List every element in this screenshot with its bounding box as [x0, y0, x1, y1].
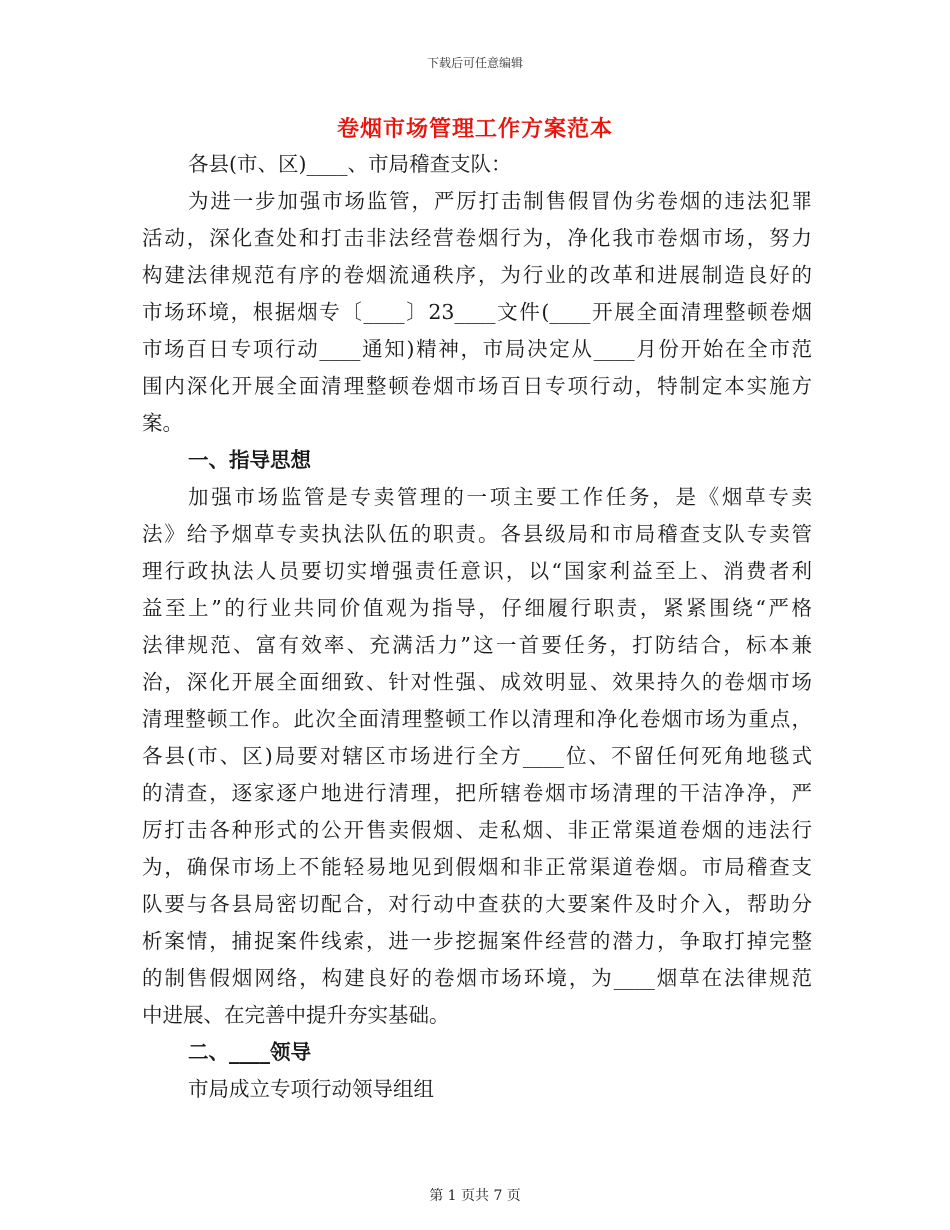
- body-line: 为，确保市场上不能轻易地见到假烟和非正常渠道卷烟。市局稽查支: [142, 855, 812, 879]
- body-line: 为进一步加强市场监管，严厉打击制售假冒伪劣卷烟的违法犯罪: [188, 189, 812, 213]
- body-line: 法》给予烟草专卖执法队伍的职责。各县级局和市局稽查支队专卖管: [142, 522, 812, 546]
- body-line: 益至上”的行业共同价值观为指导，仔细履行职责，紧紧围绕“严格: [142, 596, 812, 620]
- body-line: 市局成立专项行动领导组组: [188, 1077, 434, 1101]
- header-note: 下载后可任意编辑: [426, 56, 523, 70]
- page-number: 第 1 页共 7 页: [429, 1188, 521, 1204]
- body-line: 构建法律规范有序的卷烟流通秩序，为行业的改革和进展制造良好的: [142, 263, 812, 287]
- body-line: 治，深化开展全面细致、针对性强、成效明显、效果持久的卷烟市场: [142, 670, 812, 694]
- body-line: 加强市场监管是专卖管理的一项主要工作任务，是《烟草专卖: [188, 485, 812, 509]
- body-line: 厉打击各种形式的公开售卖假烟、走私烟、非正常渠道卷烟的违法行: [142, 818, 812, 842]
- body-line: 中进展、在完善中提升夯实基础。: [142, 1003, 450, 1027]
- body-line: 案。: [142, 411, 183, 435]
- body-line: 各县(市、区)局要对辖区市场进行全方____位、不留任何死角地毯式: [142, 744, 812, 768]
- body-line: 队要与各县局密切配合，对行动中查获的大要案件及时介入，帮助分: [142, 892, 812, 916]
- body-line: 市场环境，根据烟专〔____〕23____文件(____开展全面清理整顿卷烟: [142, 300, 812, 324]
- section-heading: 一、指导思想: [188, 448, 311, 472]
- body-line: 市场百日专项行动____通知)精神，市局决定从____月份开始在全市范: [142, 337, 812, 361]
- body-line: 活动，深化查处和打击非法经营卷烟行为，净化我市卷烟市场，努力: [142, 226, 812, 250]
- document-title: 卷烟市场管理工作方案范本: [336, 116, 613, 142]
- document-body: [142, 146, 812, 1108]
- body-line: 的清查，逐家逐户地进行清理，把所辖卷烟市场清理的干洁净净，严: [142, 781, 812, 805]
- body-line: 法律规范、富有效率、充满活力”这一首要任务，打防结合，标本兼: [142, 633, 812, 657]
- body-line: 析案情，捕捉案件线索，进一步挖掘案件经营的潜力，争取打掉完整: [142, 929, 812, 953]
- body-line: 的制售假烟网络，构建良好的卷烟市场环境，为____烟草在法律规范: [142, 966, 812, 990]
- section-heading: 二、____领导: [188, 1040, 311, 1064]
- body-line: 清理整顿工作。此次全面清理整顿工作以清理和净化卷烟市场为重点，: [142, 707, 812, 731]
- body-line: 围内深化开展全面清理整顿卷烟市场百日专项行动，特制定本实施方: [142, 374, 812, 398]
- body-line: 理行政执法人员要切实增强责任意识，以“国家利益至上、消费者利: [142, 559, 812, 583]
- body-line: 各县(市、区)____、市局稽查支队：: [188, 152, 512, 176]
